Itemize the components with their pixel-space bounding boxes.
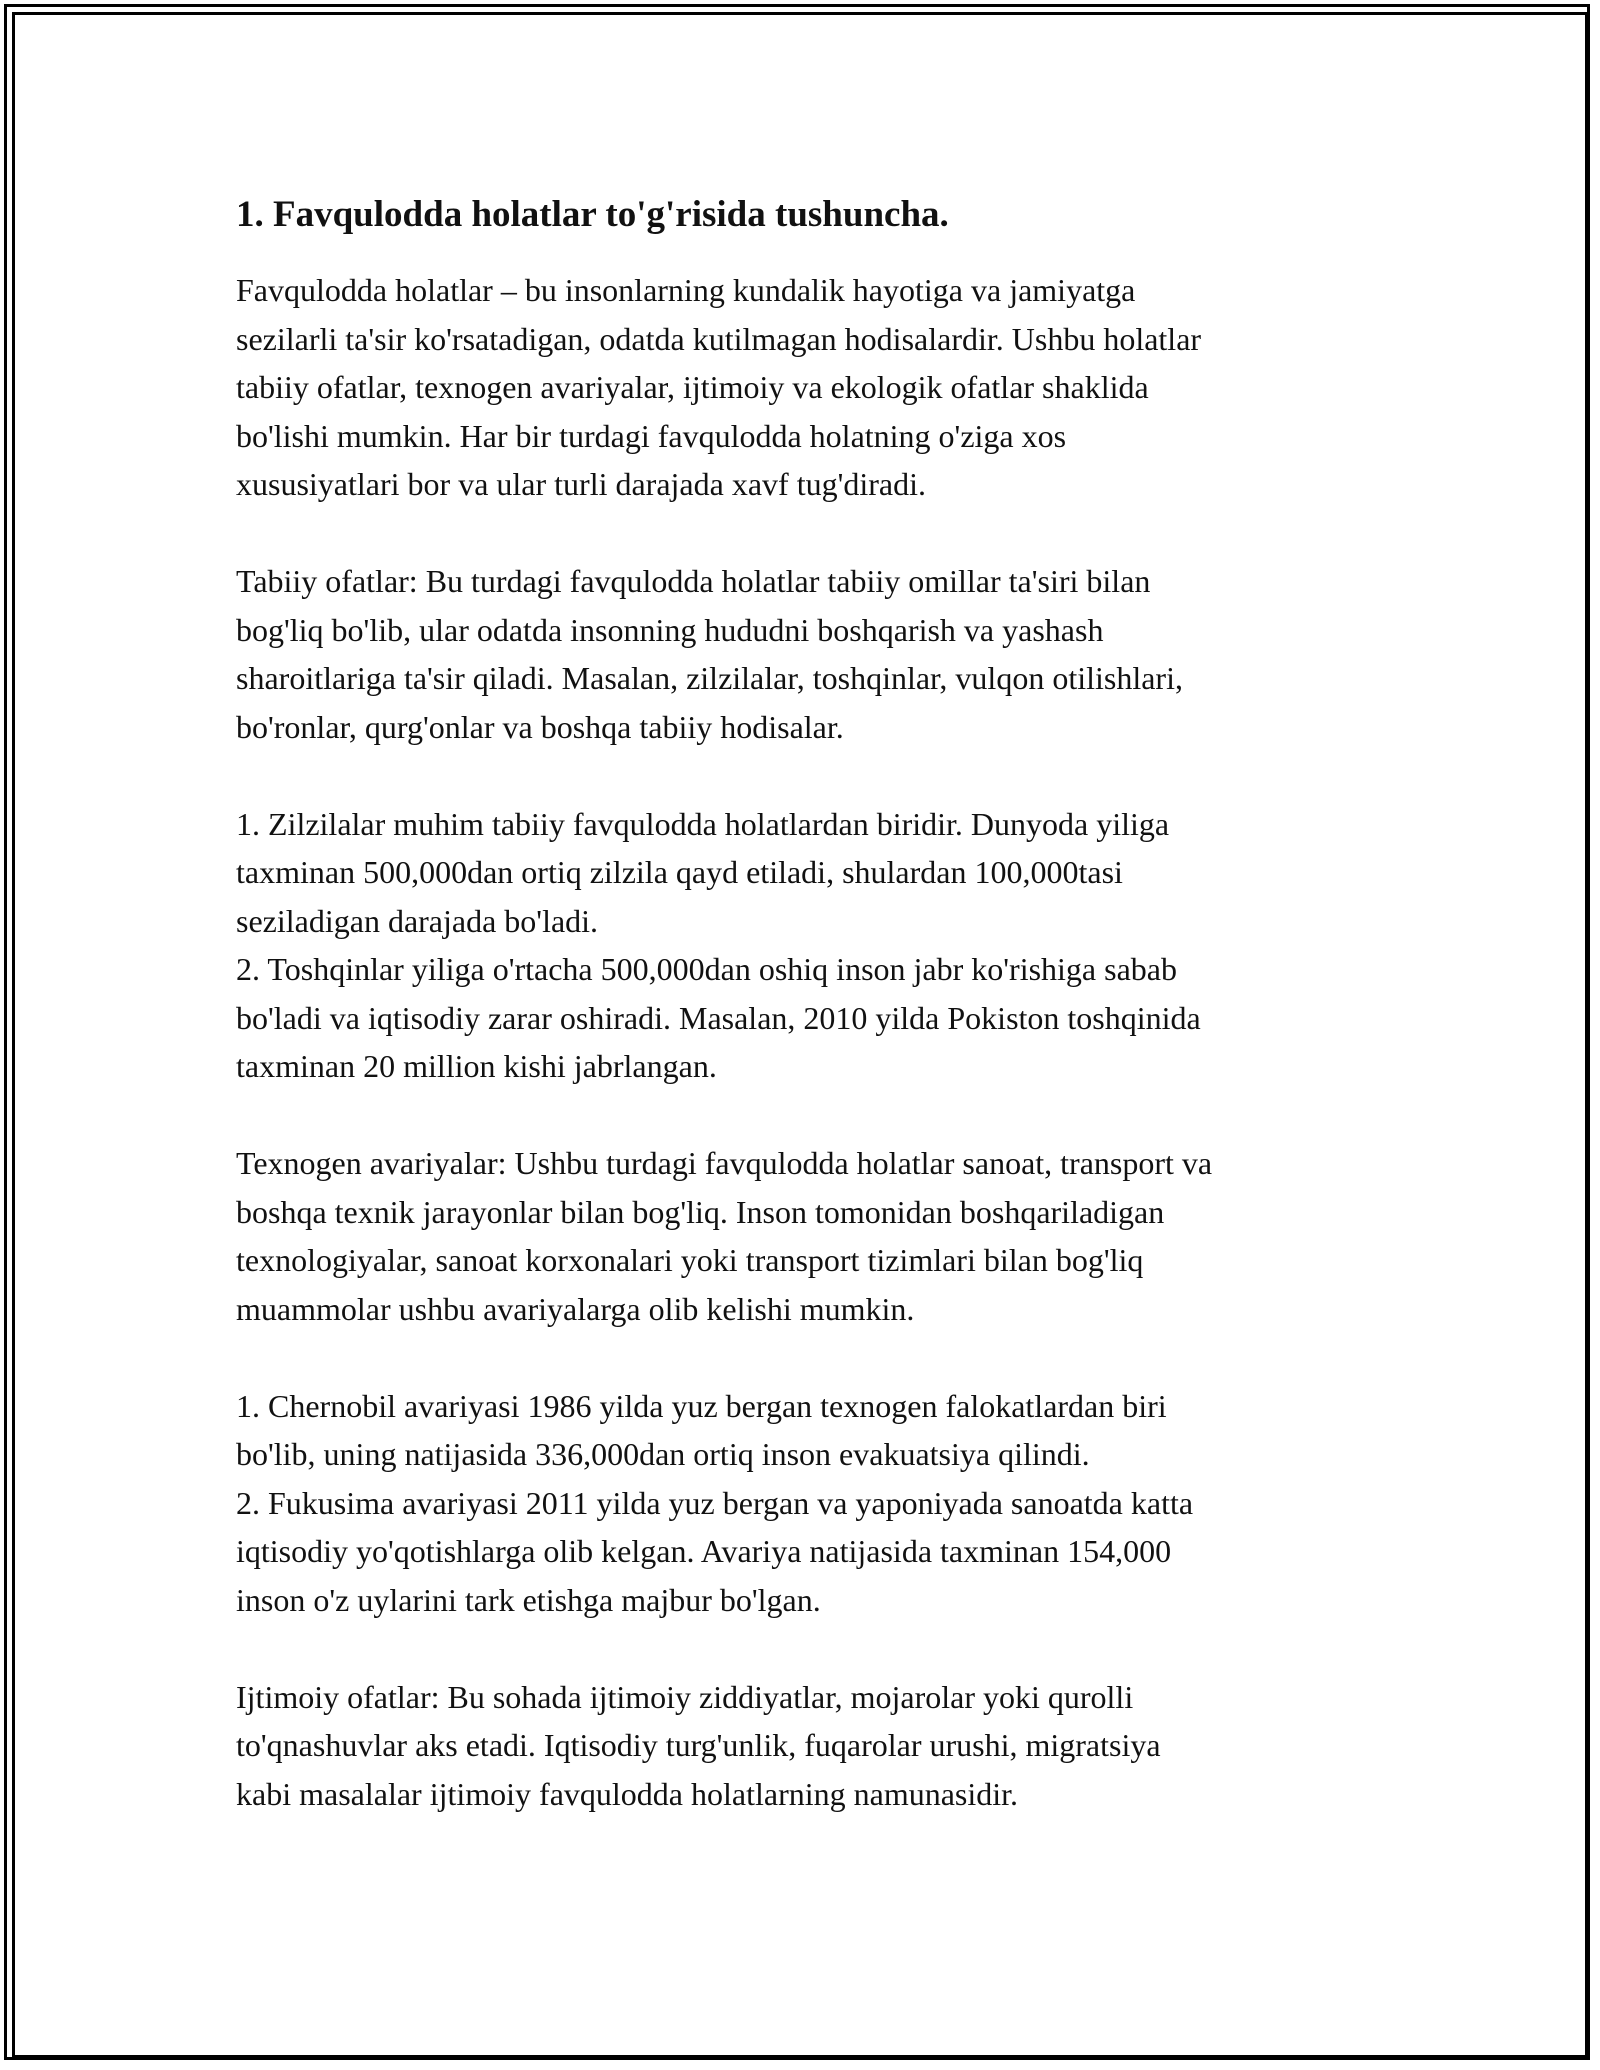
- paragraph-technogenic: [236, 1139, 1376, 1333]
- text-line: texnologiyalar, sanoat korxonalari yoki transport tizimlari bilan bog'liq: [236, 1242, 1144, 1278]
- text-line: 2. Toshqinlar yiliga o'rtacha 500,000dan oshiq inson jabr ko'rishiga sabab: [236, 951, 1177, 987]
- text-line: 2. Fukusima avariyasi 2011 yilda yuz bergan va yaponiyada sanoatda katta: [236, 1484, 1194, 1521]
- text-line: taxminan 500,000dan ortiq zilzila qayd etiladi, shulardan 100,000tasi: [236, 854, 1123, 890]
- text-line: sezilarli ta'sir ko'rsatadigan, odatda kutilmagan hodisalardir. Ushbu holatlar: [236, 320, 1202, 357]
- text-line: 1. Chernobil avariyasi 1986 yilda yuz bergan texnogen falokatlardan biri: [236, 1387, 1167, 1424]
- text-line: seziladigan darajada bo'ladi.: [236, 902, 599, 939]
- text-line: bo'ladi va iqtisodiy zarar oshiradi. Masalan, 2010 yilda Pokiston toshqinida: [236, 999, 1201, 1036]
- text-line: to'qnashuvlar aks etadi. Iqtisodiy turg'unlik, fuqarolar urushi, migratsiya: [236, 1727, 1161, 1763]
- text-line: muammolar ushbu avariyalarga olib kelishi mumkin.: [236, 1290, 915, 1327]
- paragraph-natural-examples: [236, 800, 1376, 1091]
- text-line: bog'liq bo'lib, ular odatda insonning hududni boshqarish va yashash: [236, 611, 1104, 648]
- paragraph-technogenic-examples: [236, 1382, 1376, 1625]
- section-heading: 1. Favqulodda holatlar to'g'risida tushuncha.: [236, 194, 949, 235]
- text-line: tabiiy ofatlar, texnogen avariyalar, ijtimoiy va ekologik ofatlar shaklida: [236, 369, 1149, 405]
- text-line: Tabiiy ofatlar: Bu turdagi favqulodda holatlar tabiiy omillar ta'siri bilan: [236, 563, 1151, 599]
- text-line: xususiyatlari bor va ular turli darajada xavf tug'diradi.: [236, 466, 926, 502]
- text-line: Favqulodda holatlar – bu insonlarning kundalik hayotiga va jamiyatga: [236, 272, 1136, 308]
- text-line: inson o'z uylarini tark etishga majbur bo'lgan.: [236, 1581, 821, 1618]
- text-line: bo'lib, uning natijasida 336,000dan ortiq inson evakuatsiya qilindi.: [236, 1436, 1090, 1472]
- text-line: bo'ronlar, qurg'onlar va boshqa tabiiy hodisalar.: [236, 708, 844, 745]
- text-line: Ijtimoiy ofatlar: Bu sohada ijtimoiy ziddiyatlar, mojarolar yoki qurolli: [236, 1678, 1134, 1715]
- text-line: sharoitlariga ta'sir qiladi. Masalan, zilzilalar, toshqinlar, vulqon otilishlari,: [236, 660, 1183, 696]
- text-line: boshqa texnik jarayonlar bilan bog'liq. Inson tomonidan boshqariladigan: [236, 1193, 1165, 1230]
- text-line: bo'lishi mumkin. Har bir turdagi favqulodda holatning o'ziga xos: [236, 417, 1067, 454]
- text-line: 1. Zilzilalar muhim tabiiy favqulodda holatlardan biridir. Dunyoda yiliga: [236, 805, 1170, 842]
- paragraph-natural-disasters: [236, 557, 1376, 751]
- text-line: taxminan 20 million kishi jabrlangan.: [236, 1048, 717, 1084]
- text-line: kabi masalalar ijtimoiy favqulodda holatlarning namunasidir.: [236, 1775, 1019, 1812]
- document-body: [236, 186, 1376, 1867]
- paragraph-intro: [236, 266, 1376, 509]
- text-line: Texnogen avariyalar: Ushbu turdagi favqulodda holatlar sanoat, transport va: [236, 1145, 1213, 1181]
- text-line: iqtisodiy yo'qotishlarga olib kelgan. Avariya natijasida taxminan 154,000: [236, 1533, 1172, 1569]
- paragraph-social: [236, 1673, 1376, 1819]
